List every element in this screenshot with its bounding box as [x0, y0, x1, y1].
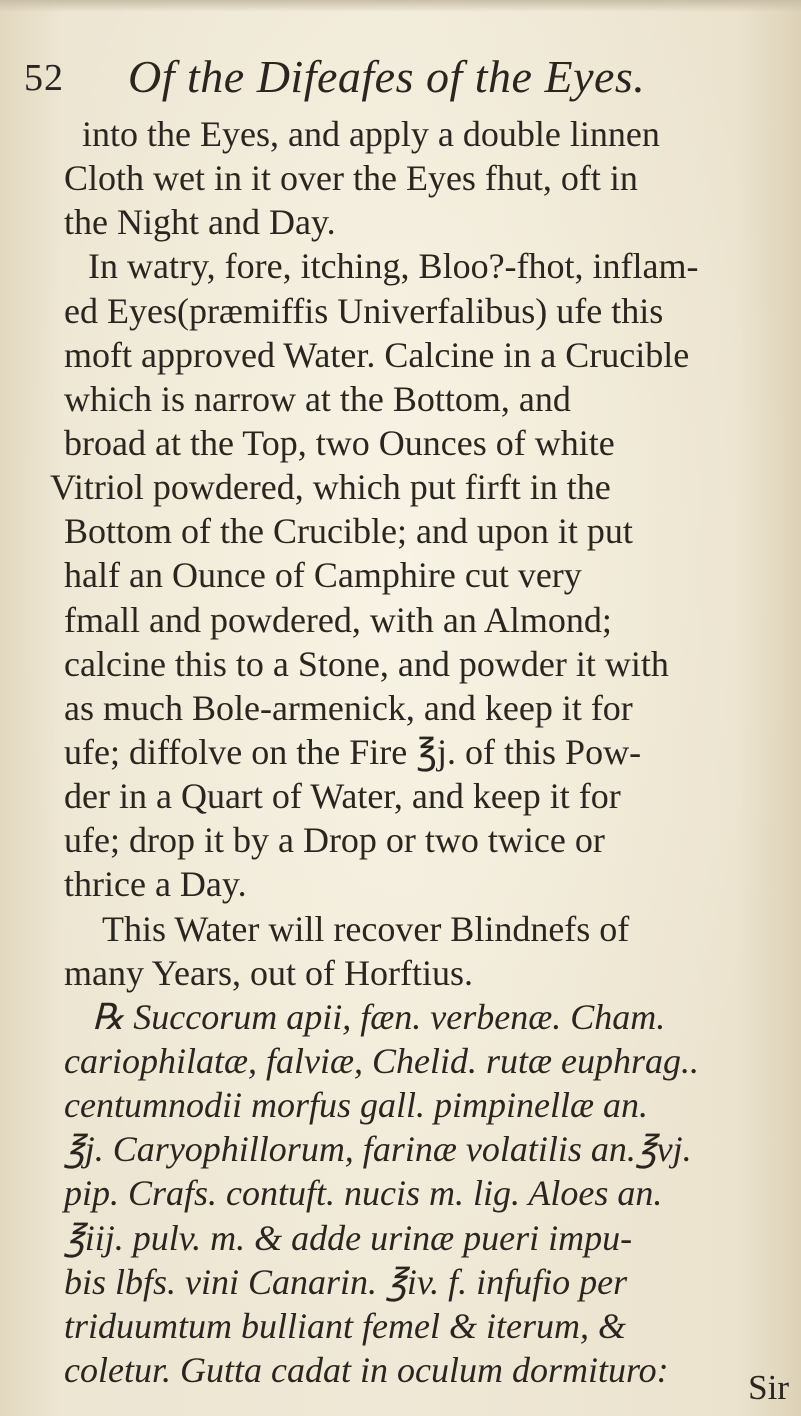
text-line: pip. Crafs. contuft. nucis m. lig. Aloes an. [64, 1173, 663, 1213]
text-line: ed Eyes(præmiffis Univerfalibus) ufe this [64, 291, 664, 331]
page-number: 52 [24, 57, 64, 99]
page-top-edge [0, 0, 801, 12]
text-line: moft approved Water. Calcine in a Crucible [64, 335, 690, 375]
text-line: ufe; drop it by a Drop or two twice or [64, 820, 605, 860]
text-line: as much Bole-armenick, and keep it for [64, 688, 633, 728]
text-line: Bottom of the Crucible; and upon it put [64, 511, 633, 551]
text-line: half an Ounce of Camphire cut very [64, 555, 582, 595]
text-line: bis lbfs. vini Canarin. ℥iv. f. infufio per [64, 1262, 628, 1302]
text-line: centumnodii morfus gall. pimpinellæ an. [64, 1085, 648, 1125]
text-line: triduumtum bulliant femel & iterum, & [64, 1306, 626, 1346]
text-line: In watry, fore, itching, Bloo?-fhot, inflam- [88, 246, 699, 286]
text-line: the Night and Day. [64, 202, 336, 242]
text-line: Vitriol powdered, which put firft in the [50, 467, 611, 507]
text-line: der in a Quart of Water, and keep it for [64, 776, 621, 816]
text-line: ℥iij. pulv. m. & adde urinæ pueri impu- [64, 1218, 633, 1258]
text-line: which is narrow at the Bottom, and [64, 379, 571, 419]
running-head: Of the Difeafes of the Eyes. [128, 51, 646, 102]
text-line: ufe; diffolve on the Fire ℥j. of this Pow- [64, 732, 642, 772]
text-line: thrice a Day. [64, 864, 247, 904]
text-line: coletur. Gutta cadat in oculum dormituro: [64, 1350, 669, 1390]
text-line: fmall and powdered, with an Almond; [64, 600, 612, 640]
catchword: Sir [748, 1368, 789, 1407]
text-line: calcine this to a Stone, and powder it with [64, 644, 669, 684]
text-line: into the Eyes, and apply a double linnen [82, 114, 660, 154]
text-line: many Years, out of Horftius. [64, 953, 473, 993]
text-line: ℞ Succorum apii, fæn. verbenæ. Cham. [92, 997, 666, 1037]
text-line: broad at the Top, two Ounces of white [64, 423, 615, 463]
text-line: cariophilatæ, falviæ, Chelid. rutæ euphrag.. [64, 1041, 700, 1081]
text-line: Cloth wet in it over the Eyes fhut, oft in [64, 158, 638, 198]
text-line: ℥j. Caryophillorum, farinæ volatilis an.℥vj. [64, 1129, 692, 1169]
text-line: This Water will recover Blindnefs of [102, 909, 630, 949]
